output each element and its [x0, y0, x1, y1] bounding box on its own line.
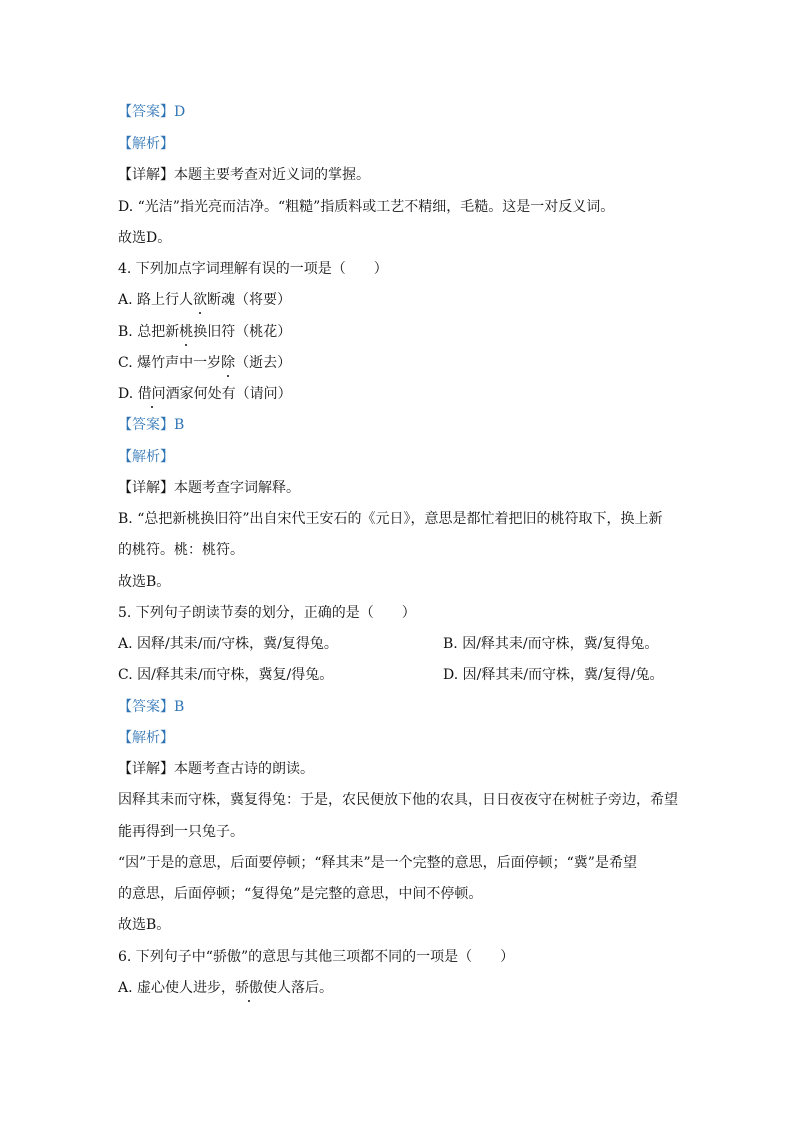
analysis-label: 【解析】: [118, 136, 174, 152]
question-4-stem: 4. 下列加点字词理解有误的一项是（ ）: [118, 261, 388, 277]
dotted-word: 桃: [179, 324, 194, 340]
option-text: （逝去）: [235, 355, 292, 371]
conclusion-text: 故选D。: [118, 230, 172, 246]
answer-label: 【答案】B: [118, 699, 185, 715]
answer-label: 【答案】D: [118, 104, 186, 120]
explanation-text: 能再得到一只兔子。: [118, 824, 244, 840]
conclusion-text: 故选B。: [118, 917, 171, 933]
dotted-word: 除: [221, 355, 236, 371]
question-5-stem: 5. 下列句子朗读节奏的划分，正确的是（ ）: [118, 605, 416, 621]
option-text: 使人落后。: [263, 980, 334, 996]
explanation-text: 的桃符。桃：桃符。: [118, 542, 244, 558]
option-text: A. 虚心使人进步，: [118, 980, 236, 996]
explanation-text: 因释其耒而守株，冀复得兔：于是，农民便放下他的农具，日日夜夜守在树桩子旁边，希望: [118, 792, 678, 808]
question-4-option-b: [118, 323, 291, 341]
option-text: 酒家何处有（请问）: [165, 386, 292, 402]
detail-text: 【详解】本题考查字词解释。: [118, 480, 300, 496]
conclusion-text: 故选B。: [118, 574, 171, 590]
question-5-option-c: C. 因/释其耒/而守株，冀复/得兔。: [118, 667, 334, 683]
option-text: B. 总把新: [118, 324, 180, 340]
option-text: D.: [118, 386, 138, 402]
question-4-option-a: [118, 291, 291, 309]
detail-text: 【详解】本题考查古诗的朗读。: [118, 761, 314, 777]
question-5-option-b: B. 因/释其耒/而守株，冀/复得兔。: [443, 636, 659, 652]
question-4-option-d: [118, 385, 292, 403]
dotted-word: 骄傲: [235, 980, 264, 996]
question-6-stem: 6. 下列句子中“骄傲”的意思与其他三项都不同的一项是（ ）: [118, 949, 515, 965]
option-text: 断魂（将要）: [207, 292, 292, 308]
question-5-option-a: A. 因释/其耒/而/守株，冀/复得兔。: [118, 636, 338, 652]
analysis-label: 【解析】: [118, 449, 174, 465]
answer-label: 【答案】B: [118, 417, 185, 433]
dotted-word: 欲: [193, 292, 208, 308]
option-text: A. 路上行人: [118, 292, 194, 308]
option-text: 换旧符（桃花）: [193, 324, 292, 340]
explanation-text: 的意思，后面停顿；“复得兔”是完整的意思，中间不停顿。: [118, 886, 483, 902]
question-4-option-c: [118, 354, 291, 372]
explanation-text: D. “光洁”指光亮而洁净。“粗糙”指质料或工艺不精细，毛糙。这是一对反义词。: [118, 199, 615, 215]
dotted-word: 借问: [137, 386, 166, 402]
explanation-text: B. “总把新桃换旧符”出自宋代王安石的《元日》，意思是都忙着把旧的桃符取下，换上新: [118, 511, 663, 527]
question-6-option-a: [118, 979, 333, 997]
analysis-label: 【解析】: [118, 730, 174, 746]
question-5-option-d: D. 因/释其耒/而守株，冀/复得/兔。: [443, 667, 664, 683]
explanation-text: “因”于是的意思，后面要停顿；“释其耒”是一个完整的意思，后面停顿；“冀”是希望: [118, 855, 637, 871]
detail-text: 【详解】本题主要考查对近义词的掌握。: [118, 167, 370, 183]
option-text: C. 爆竹声中一岁: [118, 355, 222, 371]
